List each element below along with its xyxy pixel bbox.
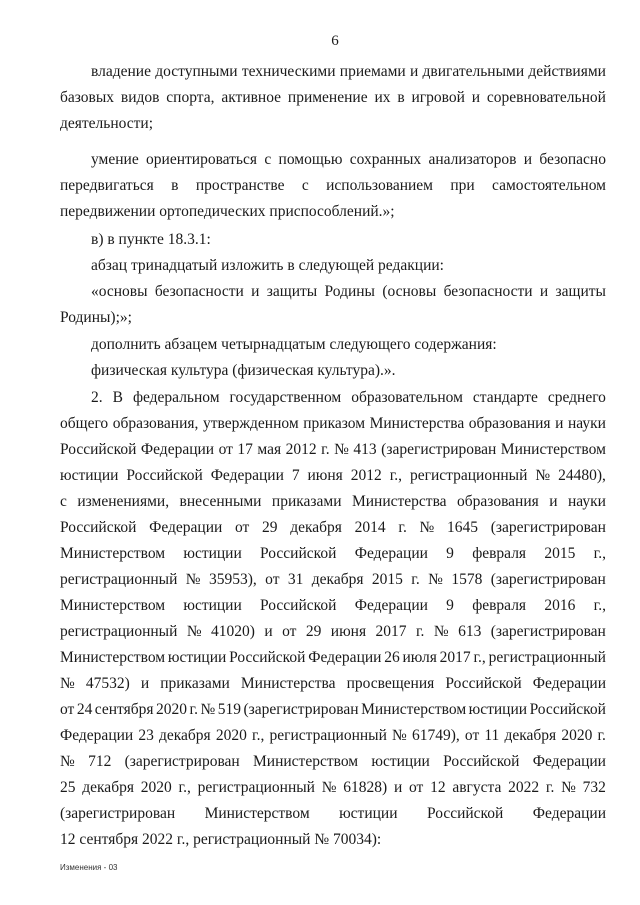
- text-line: (зарегистрирован Министерством юстиции Российской Федерации: [60, 805, 606, 822]
- text-line: 12 сентября 2022 г., регистрационный № 70034):: [60, 831, 382, 848]
- footer-note: Изменения - 03: [60, 863, 118, 872]
- text-line: Российской Федерации от 29 декабря 2014 г. № 1645 (зарегистрирован: [60, 519, 606, 536]
- text-line: «основы безопасности и защиты Родины (основы безопасности и защиты: [91, 283, 606, 300]
- text-line: № 712 (зарегистрирован Министерством юстиции Российской Федерации: [60, 753, 606, 770]
- text-line: Российской Федерации от 17 мая 2012 г. № 413 (зарегистрирован Министерством: [60, 441, 606, 458]
- text-line: передвигаться в пространстве с использованием при самостоятельном: [60, 177, 606, 194]
- text-line: юстиции Российской Федерации 7 июня 2012 г., регистрационный № 24480),: [60, 467, 606, 484]
- text-line: деятельности;: [60, 115, 154, 132]
- text-line: умение ориентироваться с помощью сохранных анализаторов и безопасно: [91, 151, 606, 168]
- text-line: регистрационный № 41020) и от 29 июня 2017 г. № 613 (зарегистрирован: [60, 623, 606, 640]
- text-line: регистрационный № 35953), от 31 декабря 2015 г. № 1578 (зарегистрирован: [60, 571, 606, 588]
- text-line: дополнить абзацем четырнадцатым следующего содержания:: [91, 336, 497, 353]
- text-line: Министерством юстиции Российской Федерации 9 февраля 2016 г.,: [60, 597, 606, 614]
- text-line: в) в пункте 18.3.1:: [91, 231, 211, 248]
- text-line: передвижении ортопедических приспособлений.»;: [60, 203, 395, 220]
- text-line: владение доступными техническими приемами и двигательными действиями: [91, 63, 606, 80]
- text-line: Родины);»;: [60, 309, 132, 326]
- text-line: от 24 сентября 2020 г. № 519 (зарегистрирован Министерством юстиции Российской: [60, 701, 606, 718]
- text-line: Федерации 23 декабря 2020 г., регистрационный № 61749), от 11 декабря 2020 г.: [60, 727, 606, 744]
- text-line: абзац тринадцатый изложить в следующей редакции:: [91, 257, 444, 274]
- text-line: 2. В федеральном государственном образовательном стандарте среднего: [91, 389, 606, 406]
- text-line: общего образования, утвержденном приказом Министерства образования и науки: [60, 415, 606, 432]
- text-line: Министерством юстиции Российской Федерации 9 февраля 2015 г.,: [60, 545, 606, 562]
- text-line: Министерством юстиции Российской Федерации 26 июля 2017 г., регистрационный: [60, 649, 606, 666]
- text-line: с изменениями, внесенными приказами Министерства образования и науки: [60, 493, 606, 510]
- text-line: физическая культура (физическая культура).».: [91, 362, 396, 379]
- text-line: базовых видов спорта, активное применение их в игровой и соревновательной: [60, 89, 606, 106]
- text-line: № 47532) и приказами Министерства просвещения Российской Федерации: [60, 675, 606, 692]
- page-number: 6: [331, 33, 339, 49]
- text-line: 25 декабря 2020 г., регистрационный № 61828) и от 12 августа 2022 г. № 732: [60, 779, 606, 796]
